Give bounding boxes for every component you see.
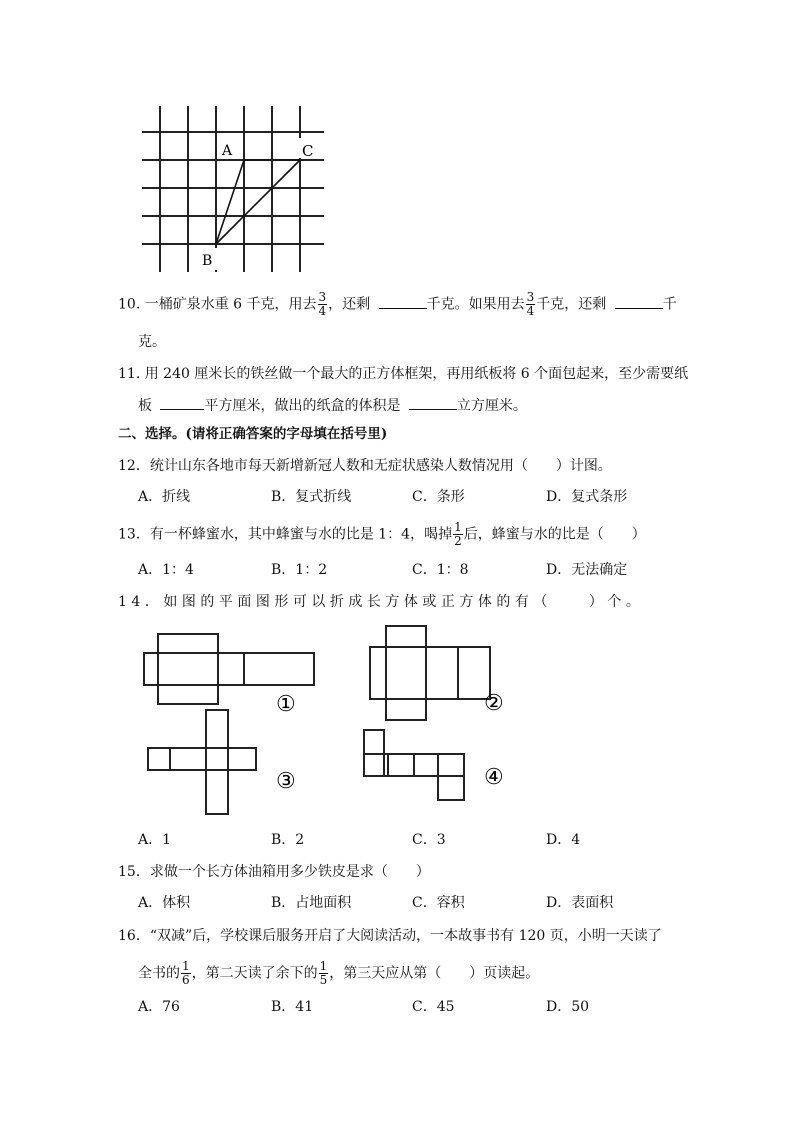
option-a[interactable]: A．折线 [138,489,191,505]
question-10: 10. 一桶矿泉水重 6 千克，用去 $\frac{3}{4}$ ，还剩 千克。如果用去 $\frac{3}{4}$ 千克，还剩 千 [118,290,677,318]
fraction-1-5: $\frac{1}{5}$ [319,959,328,987]
question-16: 16．“双减”后，学校课后服务开启了大阅读活动，一本故事书有 120 页，小明一天读了 [118,928,662,944]
option-d[interactable]: D．50 [546,999,590,1015]
option-b[interactable]: B．1：2 [271,562,328,578]
question-16-cont: 全书的 $\frac{1}{6}$ ，第二天读了余下的 $\frac{1}{5}$ ，第三天应从第（ ）页读起。 [138,959,540,987]
answer-blank[interactable] [160,395,204,410]
net-label-3: ③ [276,769,296,794]
option-c[interactable]: C．条形 [412,489,465,505]
question-10-cont: 克。 [138,334,166,350]
fraction-1-6: $\frac{1}{6}$ [182,959,190,987]
fraction-3-4: $\frac{3}{4}$ [526,290,535,318]
option-d[interactable]: D．4 [546,832,581,848]
answer-blank[interactable] [409,395,457,410]
net-2 [370,647,490,699]
question-11: 11. 用 240 厘米长的铁丝做一个最大的正方体框架，再用纸板将 6 个面包起来，至少需要纸 [118,366,689,382]
option-b[interactable]: B．占地面积 [271,895,352,911]
answer-blank[interactable] [379,294,427,309]
grid-figure [138,100,328,280]
option-b[interactable]: B．41 [271,999,314,1015]
question-12: 12．统计山东各地市每天新增新冠人数和无症状感染人数情况用（ ）计图。 [118,458,612,474]
option-b[interactable]: B．2 [271,832,305,848]
net-label-1: ① [276,692,296,717]
net-3 [148,748,256,770]
option-a[interactable]: A．体积 [138,895,191,911]
point-a-label: A [222,143,233,159]
option-d[interactable]: D．复式条形 [546,489,628,505]
fraction-3-4: $\frac{3}{4}$ [318,290,327,318]
option-a[interactable]: A．76 [138,999,180,1015]
option-c[interactable]: C．45 [412,999,455,1015]
option-c[interactable]: C．容积 [412,895,465,911]
section-title: 二、选择。(请将正确答案的字母填在括号里) [118,426,388,442]
option-a[interactable]: A．1：4 [138,562,194,578]
option-d[interactable]: D．无法确定 [546,562,628,578]
fraction-1-2: $\frac{1}{2}$ [454,520,462,548]
nets-figure [140,622,520,822]
question-14: 14．如图的平面图形可以折成长方体或正方体的有（ ）个。 [118,594,645,610]
question-15: 15．求做一个长方体油箱用多少铁皮是求（ ） [118,864,430,880]
net-label-4: ④ [484,765,504,790]
question-11-cont: 板 平方厘米，做出的纸盒的体积是 立方厘米。 [138,395,527,416]
option-a[interactable]: A．1 [138,832,172,848]
option-c[interactable]: C．1：8 [412,562,469,578]
option-d[interactable]: D．表面积 [546,895,614,911]
answer-blank[interactable] [615,294,663,309]
question-13: 13．有一杯蜂蜜水，其中蜂蜜与水的比是 1：4，喝掉 $\frac{1}{2}$ 后，蜂蜜与水的比是（ ） [118,520,646,548]
net-1 [144,653,314,685]
option-c[interactable]: C．3 [412,832,446,848]
option-b[interactable]: B．复式折线 [271,489,352,505]
point-b-label: B [202,253,213,269]
point-c-label: C [302,142,314,160]
net-label-2: ② [484,691,504,716]
